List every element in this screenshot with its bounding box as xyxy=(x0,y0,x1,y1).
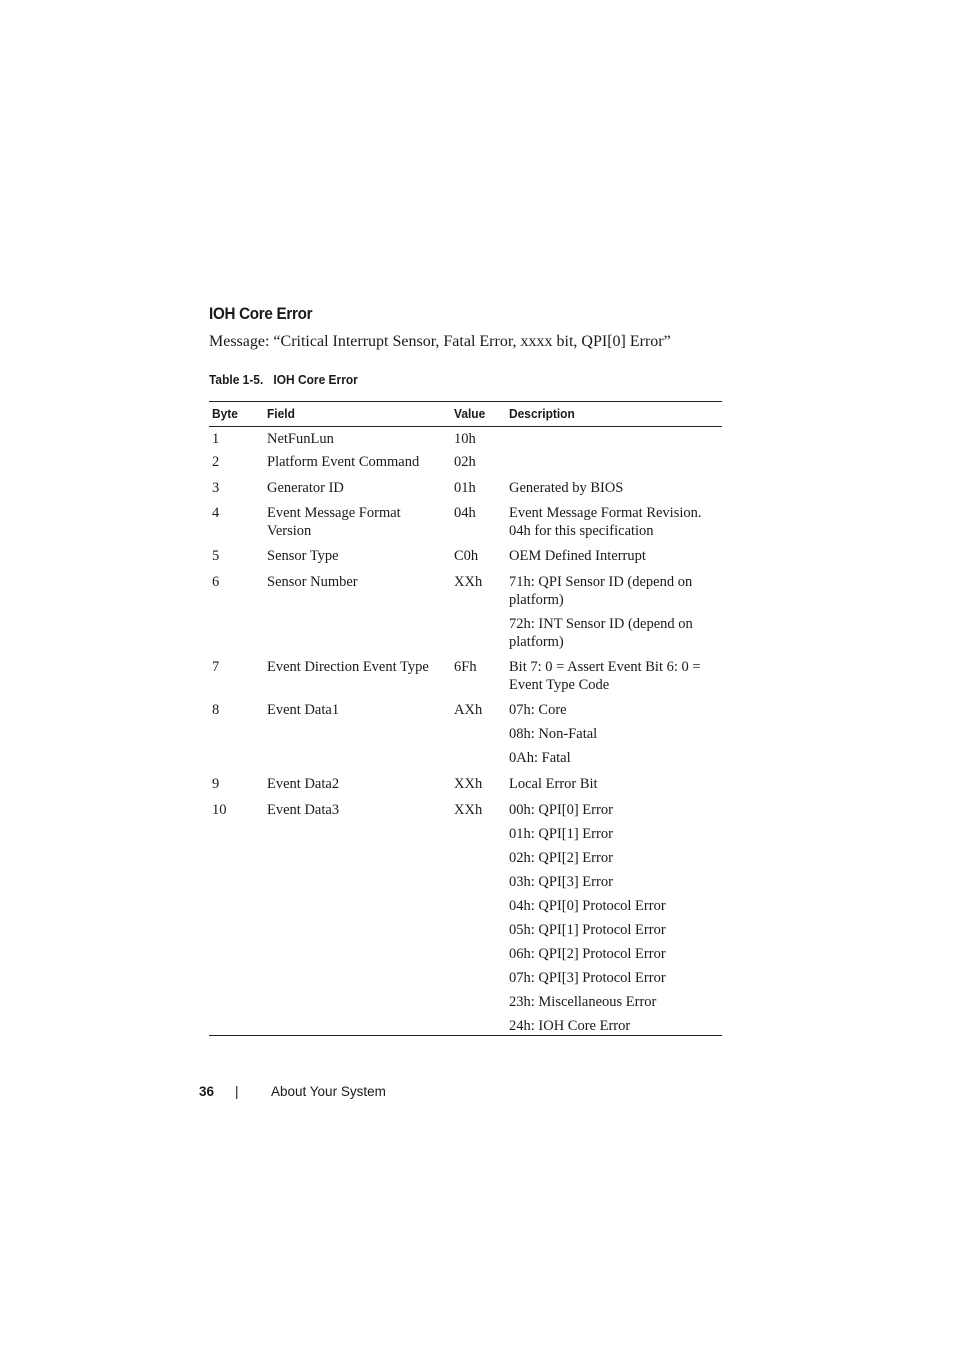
description-item: 07h: Core xyxy=(509,702,567,718)
cell-field: Generator ID xyxy=(267,480,344,496)
cell-description xyxy=(509,479,719,503)
cell-byte: 8 xyxy=(212,702,220,718)
table-row xyxy=(209,547,722,573)
cell-value: XXh xyxy=(454,776,483,792)
cell-byte: 3 xyxy=(212,480,220,496)
cell-byte: 10 xyxy=(212,802,227,818)
cell-description xyxy=(509,701,719,773)
description-item: Bit 7: 0 = Assert Event Bit 6: 0 = Event Type Code xyxy=(509,659,701,693)
cell-value: 01h xyxy=(454,480,476,496)
table-row xyxy=(209,775,722,801)
header-byte: Byte xyxy=(212,406,238,421)
table-row xyxy=(209,658,722,701)
cell-value: C0h xyxy=(454,548,479,564)
cell-byte: 2 xyxy=(212,454,220,470)
page-footer xyxy=(199,1084,386,1099)
description-item: 0Ah: Fatal xyxy=(509,750,571,766)
message-text: Message: “Critical Interrupt Sensor, Fatal Error, xxxx bit, QPI[0] Error” xyxy=(209,333,671,350)
description-item: OEM Defined Interrupt xyxy=(509,548,646,564)
cell-description xyxy=(509,504,719,546)
table-row xyxy=(209,427,722,453)
description-item: Generated by BIOS xyxy=(509,480,624,496)
description-item: 04h: QPI[0] Protocol Error xyxy=(509,898,666,914)
cell-byte: 1 xyxy=(212,431,220,447)
description-item: 07h: QPI[3] Protocol Error xyxy=(509,970,666,986)
cell-field: Event Data3 xyxy=(267,802,340,818)
cell-byte: 6 xyxy=(212,574,220,590)
header-value: Value xyxy=(454,406,486,421)
cell-value: XXh xyxy=(454,574,483,590)
cell-field: Sensor Number xyxy=(267,574,358,590)
chapter-title: About Your System xyxy=(271,1084,386,1099)
description-item: 05h: QPI[1] Protocol Error xyxy=(509,922,666,938)
cell-value: 04h xyxy=(454,505,476,521)
ioh-core-error-table xyxy=(209,401,722,1036)
description-item: 02h: QPI[2] Error xyxy=(509,850,613,866)
cell-description xyxy=(509,775,719,799)
section-title: IOH Core Error xyxy=(209,305,313,323)
cell-byte: 9 xyxy=(212,776,220,792)
table-caption-title: IOH Core Error xyxy=(273,372,358,387)
cell-value: 10h xyxy=(454,431,476,447)
cell-field: Event Data1 xyxy=(267,702,340,718)
cell-byte: 5 xyxy=(212,548,220,564)
footer-separator: | xyxy=(235,1084,239,1099)
table-row xyxy=(209,573,722,658)
table-row xyxy=(209,701,722,775)
cell-description xyxy=(509,658,719,700)
description-item: 03h: QPI[3] Error xyxy=(509,874,613,890)
description-item: 72h: INT Sensor ID (depend on platform) xyxy=(509,616,693,650)
description-item: 08h: Non-Fatal xyxy=(509,726,598,742)
table-row xyxy=(209,453,722,479)
cell-value: AXh xyxy=(454,702,483,718)
cell-value: 6Fh xyxy=(454,659,477,675)
cell-byte: 7 xyxy=(212,659,220,675)
description-item: 00h: QPI[0] Error xyxy=(509,802,613,818)
page-number: 36 xyxy=(199,1084,215,1099)
description-item: 23h: Miscellaneous Error xyxy=(509,994,657,1010)
cell-description xyxy=(509,801,719,1041)
cell-field: Event Message Format Version xyxy=(267,505,401,539)
header-field: Field xyxy=(267,406,295,421)
cell-description xyxy=(509,547,719,571)
description-item: 06h: QPI[2] Protocol Error xyxy=(509,946,666,962)
table-caption-number: Table 1-5. xyxy=(209,372,264,387)
cell-byte: 4 xyxy=(212,505,220,521)
description-item: 71h: QPI Sensor ID (depend on platform) xyxy=(509,574,693,608)
cell-field: Event Direction Event Type xyxy=(267,659,429,675)
cell-field: Sensor Type xyxy=(267,548,339,564)
cell-value: 02h xyxy=(454,454,476,470)
table-row xyxy=(209,504,722,547)
description-item: 01h: QPI[1] Error xyxy=(509,826,613,842)
table-caption xyxy=(209,372,358,387)
cell-description xyxy=(509,573,719,657)
table-body xyxy=(209,427,722,1035)
description-item: 24h: IOH Core Error xyxy=(509,1018,631,1034)
cell-field: NetFunLun xyxy=(267,431,334,447)
table-row xyxy=(209,479,722,504)
cell-value: XXh xyxy=(454,802,483,818)
header-description: Description xyxy=(509,406,575,421)
description-item: Local Error Bit xyxy=(509,776,598,792)
table-row xyxy=(209,801,722,1035)
description-item: Event Message Format Revision. 04h for this specification xyxy=(509,505,702,539)
table-header xyxy=(209,402,722,426)
cell-field: Event Data2 xyxy=(267,776,340,792)
cell-field: Platform Event Command xyxy=(267,454,420,470)
